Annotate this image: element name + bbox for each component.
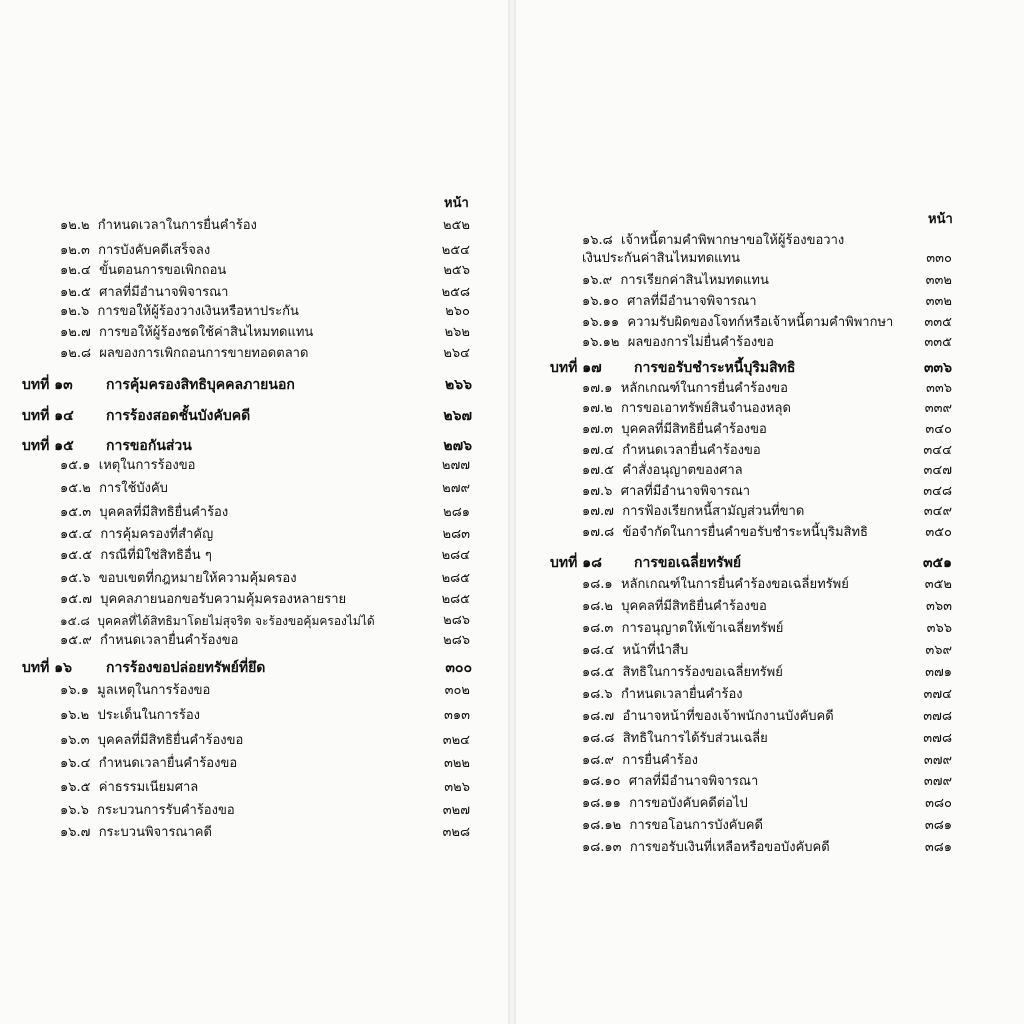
- toc-entry: ๑๕.๕ กรณีที่มิใช่สิทธิอื่น ๆ ๒๘๔: [60, 548, 470, 563]
- right-page: [516, 0, 1024, 1024]
- chapter-14-heading: บทที่ ๑๔ การร้องสอดชั้นบังคับคดี ๒๖๗: [22, 408, 472, 424]
- toc-entry: ๑๖.๙ การเรียกค่าสินไหมทดแทน ๓๓๒: [582, 273, 952, 288]
- toc-entry: ๑๒.๓ การบังคับคดีเสร็จลง ๒๕๔: [60, 243, 470, 258]
- toc-entry: ๑๗.๒ การขอเอาทรัพย์สินจำนองหลุด ๓๓๙: [582, 401, 952, 416]
- toc-entry: ๑๕.๔ การคุ้มครองที่สำคัญ ๒๘๓: [60, 527, 470, 542]
- toc-entry: ๑๗.๖ ศาลที่มีอำนาจพิจารณา ๓๔๘: [582, 484, 952, 499]
- toc-entry: ๑๕.๖ ขอบเขตที่กฎหมายให้ความคุ้มครอง ๒๘๕: [60, 571, 470, 586]
- toc-entry: ๑๘.๙ การยื่นคำร้อง ๓๗๙: [582, 753, 952, 768]
- toc-entry: ๑๘.๔ หน้าที่นำสืบ ๓๖๙: [582, 643, 952, 658]
- toc-entry: ๑๖.๕ ค่าธรรมเนียมศาล ๓๒๖: [60, 780, 470, 795]
- toc-entry: ๑๘.๑๑ การขอบังคับคดีต่อไป ๓๘๐: [582, 796, 952, 811]
- toc-entry: ๑๖.๑๐ ศาลที่มีอำนาจพิจารณา ๓๓๒: [582, 294, 952, 309]
- chapter-15-heading: บทที่ ๑๕ การขอกันส่วน ๒๗๖: [22, 438, 472, 454]
- toc-entry: ๑๗.๘ ข้อจำกัดในการยื่นคำขอรับชำระหนี้บุริมสิทธิ ๓๕๐: [582, 525, 952, 540]
- chapter-13-heading: บทที่ ๑๓ การคุ้มครองสิทธิบุคคลภายนอก ๒๖๖: [22, 377, 472, 393]
- toc-entry: ๑๘.๗ อำนาจหน้าที่ของเจ้าพนักงานบังคับคดี ๓๗๘: [582, 709, 952, 724]
- toc-entry: ๑๘.๒ บุคคลที่มีสิทธิยื่นคำร้องขอ ๓๖๓: [582, 599, 952, 614]
- toc-entry: ๑๖.๑๑ ความรับผิดของโจทก์หรือเจ้าหนี้ตามคำพิพากษา ๓๓๕: [582, 315, 952, 330]
- chapter-18-heading: บทที่ ๑๘ การขอเฉลี่ยทรัพย์ ๓๕๑: [550, 555, 952, 571]
- toc-entry: ๑๖.๖ กระบวนการรับคำร้องขอ ๓๒๗: [60, 803, 470, 818]
- toc-entry: ๑๖.๒ ประเด็นในการร้อง ๓๑๓: [60, 708, 470, 723]
- toc-entry: ๑๕.๒ การใช้บังคับ ๒๗๙: [60, 481, 470, 496]
- toc-entry: ๑๒.๗ การขอให้ผู้ร้องชดใช้ค่าสินไหมทดแทน ๒๖๒: [60, 325, 470, 340]
- toc-entry: ๑๕.๘ บุคคลที่ได้สิทธิมาโดยไม่สุจริต จะร้องขอคุ้มครองไม่ได้ ๒๘๖: [60, 613, 470, 628]
- toc-entry: ๑๘.๘ สิทธิในการได้รับส่วนเฉลี่ย ๓๗๘: [582, 731, 952, 746]
- right-page-header-label: หน้า: [928, 212, 953, 227]
- toc-entry: ๑๒.๘ ผลของการเพิกถอนการขายทอดตลาด ๒๖๔: [60, 346, 470, 361]
- toc-entry: ๑๕.๑ เหตุในการร้องขอ ๒๗๗: [60, 458, 470, 473]
- toc-entry: ๑๘.๑๓ การขอรับเงินที่เหลือหรือขอบังคับคดี ๓๘๑: [582, 840, 952, 855]
- toc-entry: ๑๘.๑ หลักเกณฑ์ในการยื่นคำร้องขอเฉลี่ยทรัพย์ ๓๕๒: [582, 577, 952, 592]
- toc-entry: ๑๖.๔ กำหนดเวลายื่นคำร้องขอ ๓๒๒: [60, 756, 470, 771]
- left-page-header-label: หน้า: [444, 196, 469, 211]
- toc-entry: ๑๖.๘ เจ้าหนี้ตามคำพิพากษาขอให้ผู้ร้องขอวางเงินประกันค่าสินไหมทดแทน ๓๓๐: [582, 233, 952, 266]
- toc-entry: ๑๒.๕ ศาลที่มีอำนาจพิจารณา ๒๕๘: [60, 285, 470, 300]
- toc-entry: ๑๖.๑๒ ผลของการไม่ยื่นคำร้องขอ ๓๓๕: [582, 335, 952, 350]
- toc-entry: ๑๘.๖ กำหนดเวลายื่นคำร้อง ๓๗๔: [582, 687, 952, 702]
- toc-entry: ๑๗.๔ กำหนดเวลายื่นคำร้องขอ ๓๔๔: [582, 443, 952, 458]
- toc-entry: ๑๕.๙ กำหนดเวลายื่นคำร้องขอ ๒๘๖: [60, 633, 470, 648]
- toc-entry: ๑๕.๗ บุคคลภายนอกขอรับความคุ้มครองหลายราย ๒๘๕: [60, 592, 470, 607]
- toc-entry: ๑๒.๔ ขั้นตอนการขอเพิกถอน ๒๕๖: [60, 263, 470, 278]
- toc-entry: ๑๖.๓ บุคคลที่มีสิทธิยื่นคำร้องขอ ๓๒๔: [60, 733, 470, 748]
- toc-entry: ๑๕.๓ บุคคลที่มีสิทธิยื่นคำร้อง ๒๘๑: [60, 505, 470, 520]
- toc-entry: ๑๘.๓ การอนุญาตให้เข้าเฉลี่ยทรัพย์ ๓๖๖: [582, 621, 952, 636]
- toc-entry: ๑๖.๗ กระบวนพิจารณาคดี ๓๒๘: [60, 825, 470, 840]
- chapter-17-heading: บทที่ ๑๗ การขอรับชำระหนี้บุริมสิทธิ ๓๓๖: [550, 360, 952, 376]
- toc-entry: ๑๘.๑๐ ศาลที่มีอำนาจพิจารณา ๓๗๙: [582, 774, 952, 789]
- book-gutter: [508, 0, 516, 1024]
- toc-entry: ๑๗.๕ คำสั่งอนุญาตของศาล ๓๔๗: [582, 463, 952, 478]
- toc-entry: ๑๒.๖ การขอให้ผู้ร้องวางเงินหรือหาประกัน ๒๖๐: [60, 304, 470, 319]
- toc-entry: ๑๘.๕ สิทธิในการร้องขอเฉลี่ยทรัพย์ ๓๗๑: [582, 665, 952, 680]
- toc-entry: ๑๖.๑ มูลเหตุในการร้องขอ ๓๐๒: [60, 683, 470, 698]
- chapter-16-heading: บทที่ ๑๖ การร้องขอปล่อยทรัพย์ที่ยึด ๓๐๐: [22, 660, 472, 676]
- toc-entry: ๑๗.๑ หลักเกณฑ์ในการยื่นคำร้องขอ ๓๓๖: [582, 381, 952, 396]
- toc-entry: ๑๒.๒ กำหนดเวลาในการยื่นคำร้อง ๒๕๒: [60, 218, 470, 233]
- toc-entry: ๑๘.๑๒ การขอโอนการบังคับคดี ๓๘๑: [582, 818, 952, 833]
- toc-entry: ๑๗.๓ บุคคลที่มีสิทธิยื่นคำร้องขอ ๓๔๐: [582, 422, 952, 437]
- toc-entry: ๑๗.๗ การฟ้องเรียกหนี้สามัญส่วนที่ขาด ๓๔๙: [582, 504, 952, 519]
- left-page: [0, 0, 508, 1024]
